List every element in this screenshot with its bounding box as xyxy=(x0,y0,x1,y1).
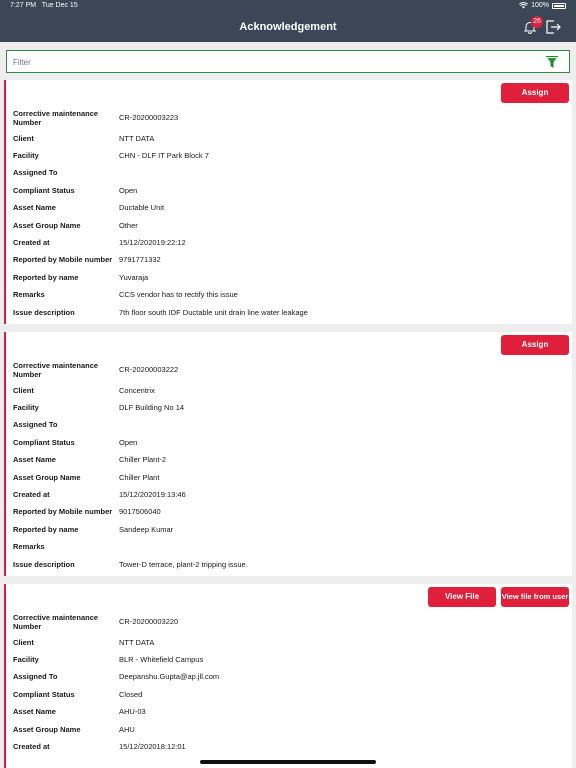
label-assigned-to: Assigned To xyxy=(13,672,58,681)
label-asset-name: Asset Name xyxy=(13,707,56,716)
label-assigned-to: Assigned To xyxy=(13,420,58,429)
value-created-at: 15/12/202019:22:12 xyxy=(119,238,186,247)
row-reported-by-name xyxy=(6,270,566,287)
label-client: Client xyxy=(13,386,34,395)
row-facility xyxy=(6,148,566,165)
row-facility xyxy=(6,400,566,417)
status-bar-left xyxy=(10,2,78,9)
row-client xyxy=(6,383,566,400)
battery-percent: 100% xyxy=(531,2,549,9)
row-asset-name xyxy=(6,704,566,721)
value-asset-group-name: AHU xyxy=(119,725,135,734)
filter-input[interactable]: Filter xyxy=(13,58,31,67)
label-issue-description: Issue description xyxy=(13,308,75,317)
row-asset-name xyxy=(6,200,566,217)
value-compliant-status: Open xyxy=(119,438,138,447)
value-assigned-to: Deepanshu.Gupta@ap.jll.com xyxy=(119,672,220,681)
label-asset-group-name: Asset Group Name xyxy=(13,725,81,734)
label-issue-description: Issue description xyxy=(13,560,75,569)
assign-button[interactable]: Assign xyxy=(501,83,569,103)
value-client: Concentrix xyxy=(119,386,155,395)
logout-icon[interactable] xyxy=(545,19,561,35)
row-assigned-to xyxy=(6,417,566,434)
complaint-card xyxy=(4,80,572,324)
value-cm-number: CR-20200003222 xyxy=(119,365,179,374)
value-reported-by-mobile: 9017506040 xyxy=(119,507,161,516)
label-cm-number: Corrective maintenance Number xyxy=(13,361,99,379)
funnel-icon[interactable] xyxy=(545,55,559,69)
value-remarks: CCS vendor has to rectify this issue xyxy=(119,290,238,299)
row-cm-number xyxy=(6,610,566,631)
row-created-at xyxy=(6,235,566,252)
label-asset-group-name: Asset Group Name xyxy=(13,473,81,482)
assign-button[interactable]: Assign xyxy=(501,335,569,355)
row-created-at xyxy=(6,739,566,756)
value-reported-by-name: Sandeep Kumar xyxy=(119,525,174,534)
label-created-at: Created at xyxy=(13,490,50,499)
label-reported-by-mobile: Reported by Mobile number xyxy=(13,507,113,516)
label-remarks: Remarks xyxy=(13,542,45,551)
row-asset-group-name xyxy=(6,470,566,487)
value-facility: CHN - DLF IT Park Block 7 xyxy=(119,151,209,160)
label-client: Client xyxy=(13,134,34,143)
label-compliant-status: Compliant Status xyxy=(13,438,75,447)
row-reported-by-mobile xyxy=(6,252,566,269)
row-issue-description xyxy=(6,305,566,322)
label-asset-group-name: Asset Group Name xyxy=(13,221,81,230)
label-reported-by-name: Reported by name xyxy=(13,525,79,534)
value-issue-description: Tower-D terrace, plant-2 tripping issue. xyxy=(119,560,248,569)
label-client: Client xyxy=(13,638,34,647)
row-created-at xyxy=(6,487,566,504)
label-reported-by-mobile: Reported by Mobile number xyxy=(13,255,113,264)
row-facility xyxy=(6,652,566,669)
value-client: NTT DATA xyxy=(119,638,155,647)
label-remarks: Remarks xyxy=(13,290,45,299)
row-remarks xyxy=(6,539,566,556)
battery-icon xyxy=(552,3,566,9)
value-facility: BLR - Whitefield Campus xyxy=(119,655,204,664)
home-indicator[interactable] xyxy=(200,760,376,764)
value-created-at: 15/12/202018:12:01 xyxy=(119,742,186,751)
value-compliant-status: Closed xyxy=(119,690,143,699)
value-compliant-status: Open xyxy=(119,186,138,195)
value-asset-name: Ductable Unit xyxy=(119,203,165,212)
label-facility: Facility xyxy=(13,403,39,412)
value-asset-name: Chiller Plant-2 xyxy=(119,455,167,464)
row-compliant-status xyxy=(6,183,566,200)
status-date: Tue Dec 15 xyxy=(41,2,78,9)
value-reported-by-name: Yuvaraja xyxy=(119,273,149,282)
status-time: 7:27 PM xyxy=(10,2,37,9)
filter-bar[interactable] xyxy=(6,50,570,73)
row-assigned-to xyxy=(6,165,566,182)
row-reported-by-mobile xyxy=(6,504,566,521)
complaint-card xyxy=(4,332,572,576)
row-compliant-status xyxy=(6,687,566,704)
row-asset-name xyxy=(6,452,566,469)
page-title: Acknowledgement xyxy=(239,21,337,33)
label-created-at: Created at xyxy=(13,238,50,247)
row-cm-number xyxy=(6,106,566,127)
complaint-card xyxy=(4,584,572,768)
row-compliant-status xyxy=(6,435,566,452)
notification-badge: 26 xyxy=(531,16,543,28)
label-asset-name: Asset Name xyxy=(13,455,56,464)
value-client: NTT DATA xyxy=(119,134,155,143)
row-client xyxy=(6,131,566,148)
value-cm-number: CR-20200003220 xyxy=(119,617,179,626)
value-asset-group-name: Chiller Plant xyxy=(119,473,160,482)
label-facility: Facility xyxy=(13,655,39,664)
status-bar-right xyxy=(519,2,566,9)
label-facility: Facility xyxy=(13,151,39,160)
value-created-at: 15/12/202019:13:46 xyxy=(119,490,186,499)
row-asset-group-name xyxy=(6,218,566,235)
view-file-button[interactable]: View File xyxy=(428,587,496,607)
label-cm-number: Corrective maintenance Number xyxy=(13,109,99,127)
value-facility: DLF Building No 14 xyxy=(119,403,185,412)
value-asset-group-name: Other xyxy=(119,221,138,230)
row-reported-by-name xyxy=(6,522,566,539)
value-issue-description: 7th floor south IDF Ductable unit drain line water leakage xyxy=(119,308,308,317)
label-assigned-to: Assigned To xyxy=(13,168,58,177)
label-compliant-status: Compliant Status xyxy=(13,186,75,195)
label-reported-by-name: Reported by name xyxy=(13,273,79,282)
row-cm-number xyxy=(6,358,566,379)
view-file-from-user-button[interactable]: View file from user xyxy=(501,587,569,607)
wifi-icon xyxy=(519,2,528,9)
row-client xyxy=(6,635,566,652)
value-reported-by-mobile: 9791771332 xyxy=(119,255,161,264)
value-asset-name: AHU-03 xyxy=(119,707,146,716)
label-cm-number: Corrective maintenance Number xyxy=(13,613,99,631)
app-header xyxy=(0,0,576,42)
row-assigned-to xyxy=(6,669,566,686)
row-asset-group-name xyxy=(6,722,566,739)
value-cm-number: CR-20200003223 xyxy=(119,113,179,122)
label-compliant-status: Compliant Status xyxy=(13,690,75,699)
row-issue-description xyxy=(6,557,566,574)
row-remarks xyxy=(6,287,566,304)
label-created-at: Created at xyxy=(13,742,50,751)
label-asset-name: Asset Name xyxy=(13,203,56,212)
